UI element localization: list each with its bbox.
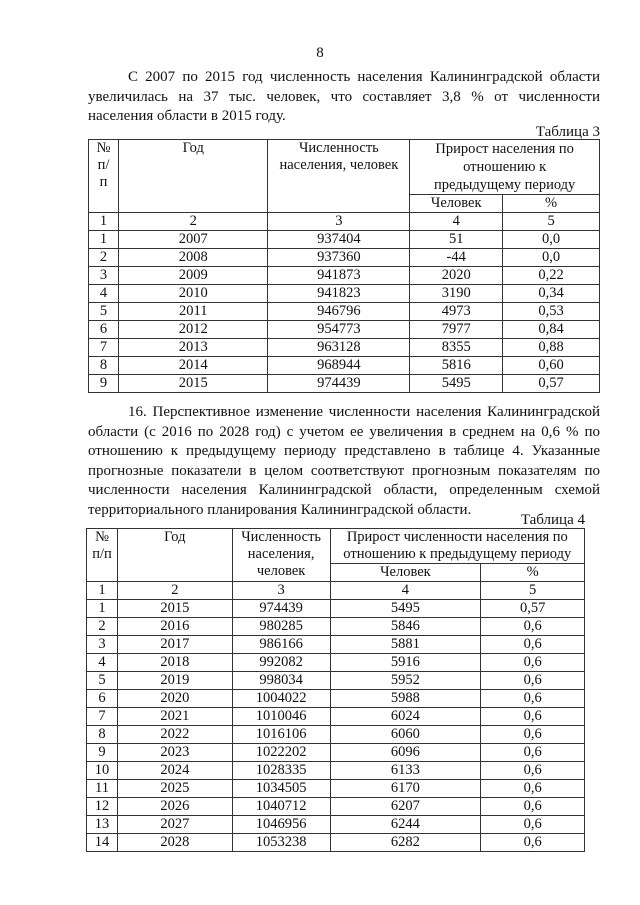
cell: 3 xyxy=(232,582,330,600)
cell: 6282 xyxy=(330,834,481,852)
cell: 0,6 xyxy=(481,744,585,762)
cell: 2007 xyxy=(118,231,267,249)
cell: 2015 xyxy=(118,375,267,393)
cell: 0,6 xyxy=(481,618,585,636)
cell: 0,6 xyxy=(481,834,585,852)
cell: 6 xyxy=(87,690,118,708)
table-row xyxy=(87,672,585,690)
cell: 11 xyxy=(87,780,118,798)
table-row xyxy=(87,708,585,726)
cell: 8355 xyxy=(410,339,503,357)
cell: 9 xyxy=(89,375,119,393)
cell: 4 xyxy=(87,654,118,672)
cell: 2013 xyxy=(118,339,267,357)
cell: 8 xyxy=(87,726,118,744)
cell: 2008 xyxy=(118,249,267,267)
cell: 4 xyxy=(330,582,481,600)
cell: 2016 xyxy=(117,618,232,636)
cell: 6060 xyxy=(330,726,481,744)
cell: 0,6 xyxy=(481,654,585,672)
cell: 6 xyxy=(89,321,119,339)
header-growth: Прирост численности населения по отношению к предыдущему периоду xyxy=(330,529,584,564)
cell: 2012 xyxy=(118,321,267,339)
cell: 6024 xyxy=(330,708,481,726)
cell: 1028335 xyxy=(232,762,330,780)
cell: 1016106 xyxy=(232,726,330,744)
table-row xyxy=(89,285,600,303)
cell: 2015 xyxy=(117,600,232,618)
cell: 0,88 xyxy=(503,339,600,357)
cell: 5816 xyxy=(410,357,503,375)
table-row xyxy=(87,690,585,708)
table-row xyxy=(87,726,585,744)
cell: 986166 xyxy=(232,636,330,654)
cell: 992082 xyxy=(232,654,330,672)
cell: 5 xyxy=(87,672,118,690)
cell: 1053238 xyxy=(232,834,330,852)
cell: 2024 xyxy=(117,762,232,780)
cell: 1 xyxy=(87,582,118,600)
cell: 5 xyxy=(503,213,600,231)
table-row xyxy=(87,834,585,852)
table-row xyxy=(87,798,585,816)
cell: 0,0 xyxy=(503,231,600,249)
header-growth: Прирост населения по отношению к предыдущему периоду xyxy=(410,140,600,195)
table-row xyxy=(89,357,600,375)
table-row xyxy=(87,744,585,762)
table-row xyxy=(87,780,585,798)
cell: 0,6 xyxy=(481,636,585,654)
cell: 13 xyxy=(87,816,118,834)
table-row xyxy=(89,249,600,267)
table-row xyxy=(87,618,585,636)
table-row xyxy=(87,762,585,780)
cell: 6133 xyxy=(330,762,481,780)
cell: 1040712 xyxy=(232,798,330,816)
cell: 0,84 xyxy=(503,321,600,339)
cell: 1034505 xyxy=(232,780,330,798)
cell: 4 xyxy=(410,213,503,231)
header-percent: % xyxy=(503,195,600,213)
cell: 2028 xyxy=(117,834,232,852)
cell: 5495 xyxy=(410,375,503,393)
cell: 2009 xyxy=(118,267,267,285)
table-row xyxy=(89,375,600,393)
cell: 14 xyxy=(87,834,118,852)
table3-caption: Таблица 3 xyxy=(535,124,600,140)
table-3 xyxy=(88,139,600,393)
cell: 0,6 xyxy=(481,708,585,726)
cell: 2025 xyxy=(117,780,232,798)
cell: 3190 xyxy=(410,285,503,303)
header-year: Год xyxy=(117,529,232,582)
cell: 2020 xyxy=(117,690,232,708)
cell: 1 xyxy=(89,213,119,231)
cell: 937360 xyxy=(268,249,410,267)
cell: 2020 xyxy=(410,267,503,285)
header-population: Численность населения, человек xyxy=(232,529,330,582)
table-row xyxy=(87,636,585,654)
cell: 0,6 xyxy=(481,726,585,744)
table-row xyxy=(89,339,600,357)
table4-caption: Таблица 4 xyxy=(520,512,585,528)
cell: 5846 xyxy=(330,618,481,636)
header-people: Человек xyxy=(410,195,503,213)
cell: 0,6 xyxy=(481,672,585,690)
cell: 6244 xyxy=(330,816,481,834)
cell: 2018 xyxy=(117,654,232,672)
cell: 6207 xyxy=(330,798,481,816)
cell: -44 xyxy=(410,249,503,267)
cell: 998034 xyxy=(232,672,330,690)
cell: 1010046 xyxy=(232,708,330,726)
cell: 2014 xyxy=(118,357,267,375)
cell: 937404 xyxy=(268,231,410,249)
page-number: 8 xyxy=(316,45,324,61)
cell: 12 xyxy=(87,798,118,816)
cell: 5 xyxy=(89,303,119,321)
cell: 4 xyxy=(89,285,119,303)
cell: 0,57 xyxy=(503,375,600,393)
cell: 2 xyxy=(117,582,232,600)
table-row xyxy=(89,231,600,249)
cell: 2 xyxy=(118,213,267,231)
cell: 5881 xyxy=(330,636,481,654)
cell: 1046956 xyxy=(232,816,330,834)
cell: 980285 xyxy=(232,618,330,636)
header-num: № п/п xyxy=(87,529,118,582)
cell: 2017 xyxy=(117,636,232,654)
table-row xyxy=(87,600,585,618)
cell: 941823 xyxy=(268,285,410,303)
cell: 974439 xyxy=(268,375,410,393)
cell: 0,0 xyxy=(503,249,600,267)
cell: 7 xyxy=(89,339,119,357)
cell: 0,34 xyxy=(503,285,600,303)
cell: 7 xyxy=(87,708,118,726)
cell: 6096 xyxy=(330,744,481,762)
cell: 954773 xyxy=(268,321,410,339)
cell: 2 xyxy=(87,618,118,636)
cell: 5988 xyxy=(330,690,481,708)
cell: 0,6 xyxy=(481,798,585,816)
cell: 3 xyxy=(87,636,118,654)
cell: 2023 xyxy=(117,744,232,762)
cell: 6170 xyxy=(330,780,481,798)
cell: 941873 xyxy=(268,267,410,285)
cell: 2010 xyxy=(118,285,267,303)
intro-paragraph: С 2007 по 2015 год численность населения Калининградской области увеличилась на 37 тыс. человек, что составляет 3,8 % от численности населения области в 2015 году. xyxy=(88,69,600,124)
table-row xyxy=(89,321,600,339)
cell: 963128 xyxy=(268,339,410,357)
cell: 7977 xyxy=(410,321,503,339)
cell: 1 xyxy=(87,600,118,618)
cell: 0,53 xyxy=(503,303,600,321)
cell: 3 xyxy=(89,267,119,285)
cell: 2026 xyxy=(117,798,232,816)
cell: 5916 xyxy=(330,654,481,672)
cell: 8 xyxy=(89,357,119,375)
cell: 946796 xyxy=(268,303,410,321)
column-number-row xyxy=(87,582,585,600)
cell: 2027 xyxy=(117,816,232,834)
header-year: Год xyxy=(118,140,267,213)
cell: 974439 xyxy=(232,600,330,618)
column-number-row xyxy=(89,213,600,231)
cell: 0,6 xyxy=(481,690,585,708)
table-row xyxy=(89,267,600,285)
cell: 3 xyxy=(268,213,410,231)
cell: 51 xyxy=(410,231,503,249)
cell: 2021 xyxy=(117,708,232,726)
header-num: № п/п xyxy=(89,140,119,213)
cell: 4973 xyxy=(410,303,503,321)
table-row xyxy=(87,816,585,834)
cell: 968944 xyxy=(268,357,410,375)
table-row xyxy=(89,303,600,321)
cell: 0,60 xyxy=(503,357,600,375)
cell: 0,6 xyxy=(481,762,585,780)
cell: 2011 xyxy=(118,303,267,321)
header-population: Численность населения, человек xyxy=(268,140,410,213)
cell: 2 xyxy=(89,249,119,267)
table-4 xyxy=(86,528,585,852)
paragraph-16: 16. Перспективное изменение численности населения Калининградской области (с 2016 по 2028 год) с учетом ее увеличения в среднем на 0,6 % по отношению к предыдущему периоду представлено в таблице 4. Указанные прогнозные показатели в целом соответствуют прогнозным показателям по численности населения Калининградской области, определенным схемой территориального планирования Калининградской области. xyxy=(88,404,600,518)
cell: 9 xyxy=(87,744,118,762)
cell: 0,57 xyxy=(481,600,585,618)
header-people: Человек xyxy=(330,564,481,582)
cell: 1004022 xyxy=(232,690,330,708)
cell: 2022 xyxy=(117,726,232,744)
table-row xyxy=(87,654,585,672)
cell: 0,6 xyxy=(481,816,585,834)
cell: 0,6 xyxy=(481,780,585,798)
cell: 2019 xyxy=(117,672,232,690)
cell: 5952 xyxy=(330,672,481,690)
cell: 5 xyxy=(481,582,585,600)
cell: 10 xyxy=(87,762,118,780)
cell: 1 xyxy=(89,231,119,249)
header-percent: % xyxy=(481,564,585,582)
cell: 5495 xyxy=(330,600,481,618)
cell: 1022202 xyxy=(232,744,330,762)
cell: 0,22 xyxy=(503,267,600,285)
